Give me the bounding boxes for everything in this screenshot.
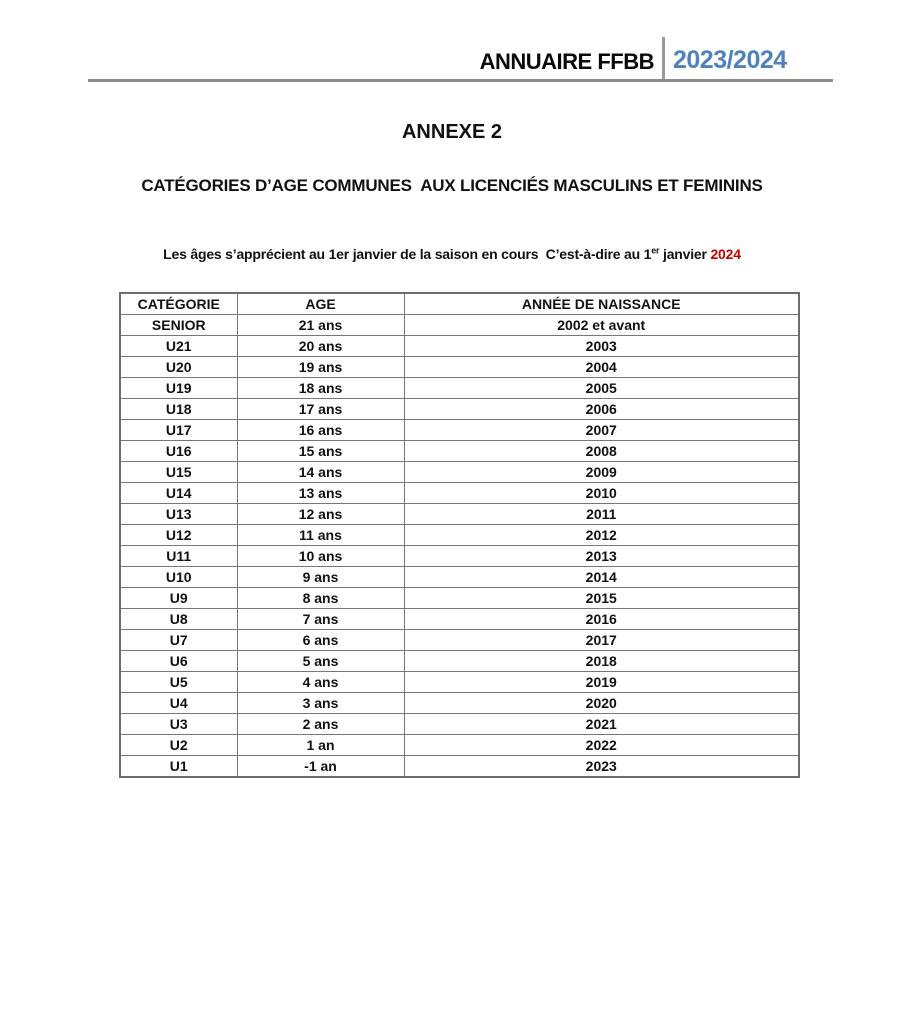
table-row [120,588,799,609]
table-row [120,441,799,462]
table-row [120,567,799,588]
subtitle-superscript: er [651,245,660,256]
cell-category: U6 [120,651,237,672]
cell-age: 5 ans [237,651,404,672]
cell-category: U21 [120,336,237,357]
cell-birth-year: 2004 [404,357,799,378]
subtitle-year: 2024 [710,246,741,262]
table-row [120,378,799,399]
table-row [120,483,799,504]
cell-birth-year: 2007 [404,420,799,441]
cell-category: U19 [120,378,237,399]
cell-age: 21 ans [237,315,404,336]
table-row [120,420,799,441]
header-brand: ANNUAIRE FFBB [479,49,654,74]
cell-age: 7 ans [237,609,404,630]
table-row [120,357,799,378]
cell-age: 1 an [237,735,404,756]
cell-category: U20 [120,357,237,378]
cell-category: SENIOR [120,315,237,336]
cell-category: U15 [120,462,237,483]
cell-age: 20 ans [237,336,404,357]
cell-category: U7 [120,630,237,651]
cell-category: U16 [120,441,237,462]
cell-category: U1 [120,756,237,778]
table-row [120,651,799,672]
age-table-body [120,315,799,778]
table-row [120,693,799,714]
table-row [120,504,799,525]
cell-category: U2 [120,735,237,756]
cell-age: 16 ans [237,420,404,441]
header-divider [662,37,665,82]
cell-birth-year: 2020 [404,693,799,714]
table-row [120,714,799,735]
table-row [120,609,799,630]
table-row [120,735,799,756]
cell-age: 4 ans [237,672,404,693]
cell-birth-year: 2003 [404,336,799,357]
cell-age: 13 ans [237,483,404,504]
cell-age: 8 ans [237,588,404,609]
table-row [120,546,799,567]
cell-age: 3 ans [237,693,404,714]
cell-birth-year: 2012 [404,525,799,546]
age-categories-table [119,292,800,778]
table-header-row [120,293,799,315]
subtitle-text: Les âges s’apprécient au 1er janvier de la saison en cours C’est-à-dire au 1 [163,246,652,262]
cell-birth-year: 2022 [404,735,799,756]
cell-birth-year: 2008 [404,441,799,462]
cell-birth-year: 2015 [404,588,799,609]
cell-category: U4 [120,693,237,714]
cell-birth-year: 2010 [404,483,799,504]
table-row [120,630,799,651]
header-season: 2023/2024 [673,46,787,74]
cell-birth-year: 2017 [404,630,799,651]
cell-category: U18 [120,399,237,420]
cell-category: U12 [120,525,237,546]
cell-birth-year: 2002 et avant [404,315,799,336]
cell-category: U3 [120,714,237,735]
cell-age: 18 ans [237,378,404,399]
cell-age: -1 an [237,756,404,778]
cell-birth-year: 2014 [404,567,799,588]
cell-category: U9 [120,588,237,609]
cell-birth-year: 2018 [404,651,799,672]
cell-age: 17 ans [237,399,404,420]
cell-age: 9 ans [237,567,404,588]
cell-birth-year: 2023 [404,756,799,778]
cell-birth-year: 2016 [404,609,799,630]
annexe-title: ANNEXE 2 [401,121,503,143]
cell-birth-year: 2006 [404,399,799,420]
table-row [120,315,799,336]
cell-birth-year: 2011 [404,504,799,525]
cell-age: 2 ans [237,714,404,735]
table-row [120,399,799,420]
table-row [120,525,799,546]
cell-birth-year: 2013 [404,546,799,567]
cell-category: U5 [120,672,237,693]
cell-birth-year: 2009 [404,462,799,483]
table-row [120,462,799,483]
cell-age: 19 ans [237,357,404,378]
cell-age: 12 ans [237,504,404,525]
subtitle-text-2: janvier [659,246,711,262]
main-title: CATÉGORIES D’AGE COMMUNES AUX LICENCIÉS MASCULINS ET FEMININS [141,176,763,195]
cell-age: 10 ans [237,546,404,567]
table-row [120,336,799,357]
cell-age: 11 ans [237,525,404,546]
cell-category: U14 [120,483,237,504]
table-row [120,672,799,693]
subtitle [0,246,904,262]
col-header-age: AGE [237,293,404,315]
cell-age: 15 ans [237,441,404,462]
col-header-annee-de-naissance: ANNÉE DE NAISSANCE [404,293,799,315]
cell-category: U13 [120,504,237,525]
cell-category: U10 [120,567,237,588]
cell-category: U17 [120,420,237,441]
cell-age: 14 ans [237,462,404,483]
cell-birth-year: 2019 [404,672,799,693]
cell-category: U11 [120,546,237,567]
header-rule [88,79,833,82]
cell-birth-year: 2021 [404,714,799,735]
cell-category: U8 [120,609,237,630]
cell-birth-year: 2005 [404,378,799,399]
cell-age: 6 ans [237,630,404,651]
col-header-categorie: CATÉGORIE [120,293,237,315]
table-row [120,756,799,778]
